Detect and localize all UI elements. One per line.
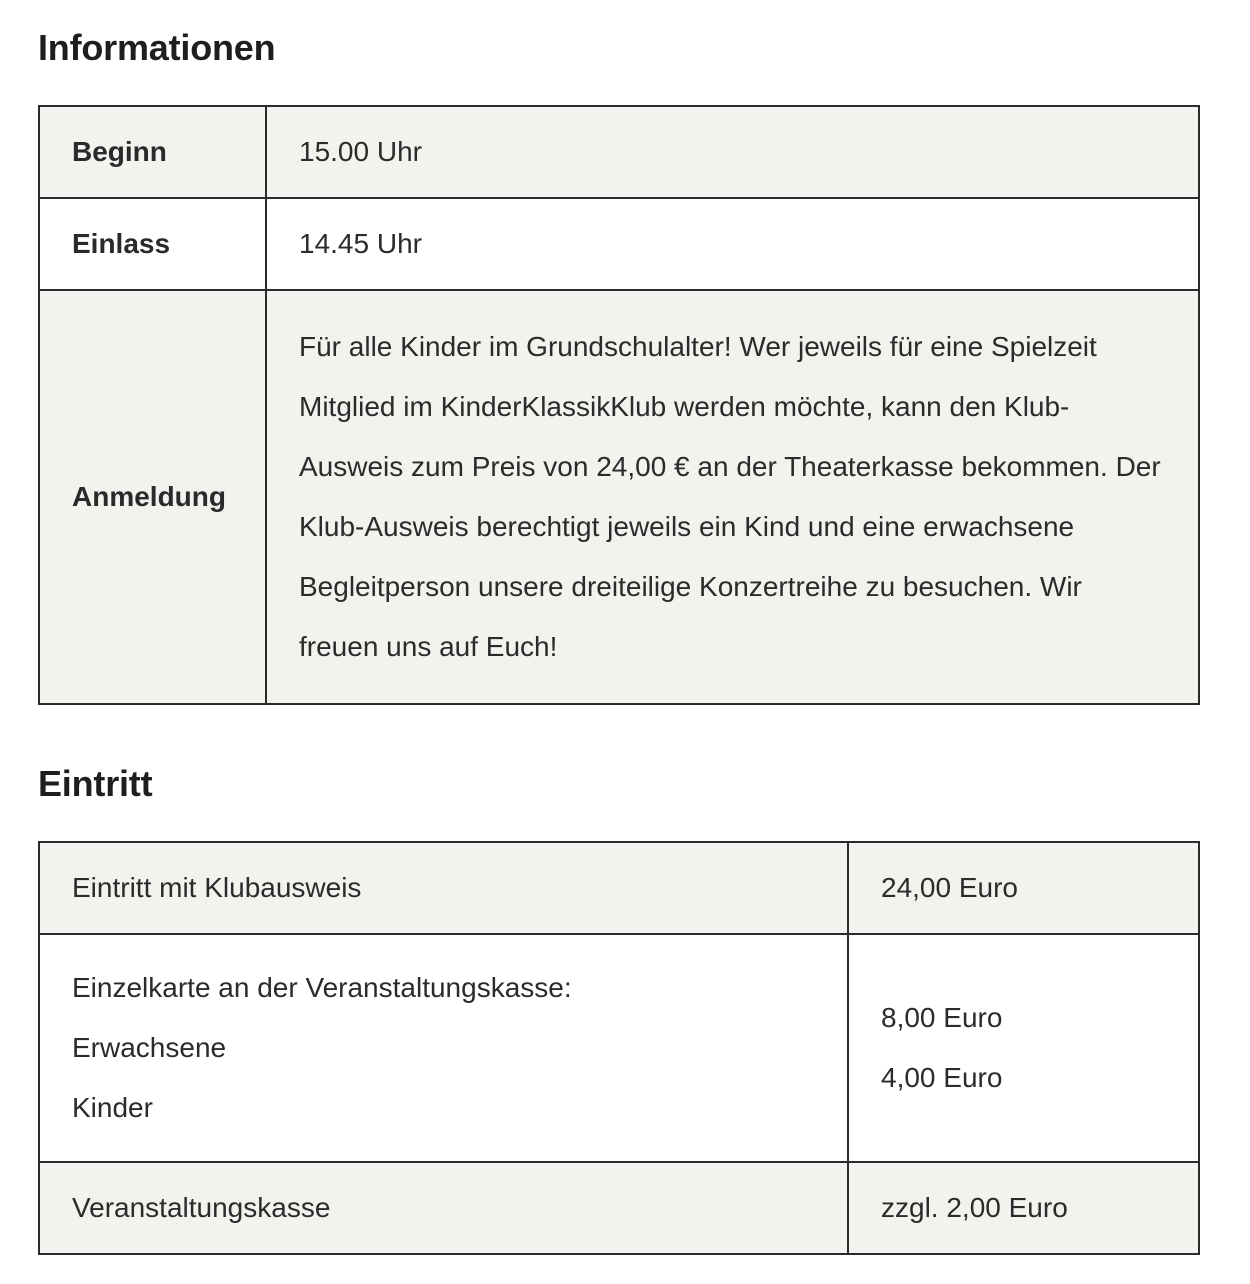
kids-label: Kinder xyxy=(72,1092,153,1123)
table-row-beginn xyxy=(39,106,1199,198)
row-price-veranstaltungskasse: zzgl. 2,00 Euro xyxy=(848,1162,1199,1254)
row-label-klubausweis: Eintritt mit Klubausweis xyxy=(39,842,848,934)
table-row-anmeldung xyxy=(39,290,1199,704)
eintritt-table xyxy=(38,841,1200,1255)
einzelkarte-heading: Einzelkarte an der Veranstaltungskasse: xyxy=(72,972,572,1003)
eintritt-heading: Eintritt xyxy=(38,763,153,804)
table-row-einlass xyxy=(39,198,1199,290)
adults-label: Erwachsene xyxy=(72,1032,227,1063)
informationen-table xyxy=(38,105,1200,705)
row-value-anmeldung: Für alle Kinder im Grundschulalter! Wer jeweils für eine Spielzeit Mitglied im KinderKlassikKlub werden möchte, kann den Klub-Ausweis zum Preis von 24,00 € an der Theaterkasse bekommen. Der Klub-Ausweis berechtigt jeweils ein Kind und eine erwachsene Begleitperson unsere dreiteilige Konzertreihe zu besuchen. Wir freuen uns auf Euch! xyxy=(266,290,1199,704)
row-price-klubausweis: 24,00 Euro xyxy=(848,842,1199,934)
table-row-einzelkarte xyxy=(39,934,1199,1162)
adults-price: 8,00 Euro xyxy=(881,1002,1003,1033)
row-label-einlass: Einlass xyxy=(39,198,266,290)
row-value-beginn: 15.00 Uhr xyxy=(266,106,1199,198)
row-label-veranstaltungskasse: Veranstaltungskasse xyxy=(39,1162,848,1254)
row-label-anmeldung: Anmeldung xyxy=(39,290,266,704)
row-price-einzelkarte xyxy=(848,934,1199,1162)
kids-price: 4,00 Euro xyxy=(881,1062,1003,1093)
row-value-einlass: 14.45 Uhr xyxy=(266,198,1199,290)
informationen-heading: Informationen xyxy=(38,27,276,68)
table-row-klubausweis xyxy=(39,842,1199,934)
row-label-einzelkarte xyxy=(39,934,848,1162)
row-label-beginn: Beginn xyxy=(39,106,266,198)
table-row-veranstaltungskasse xyxy=(39,1162,1199,1254)
